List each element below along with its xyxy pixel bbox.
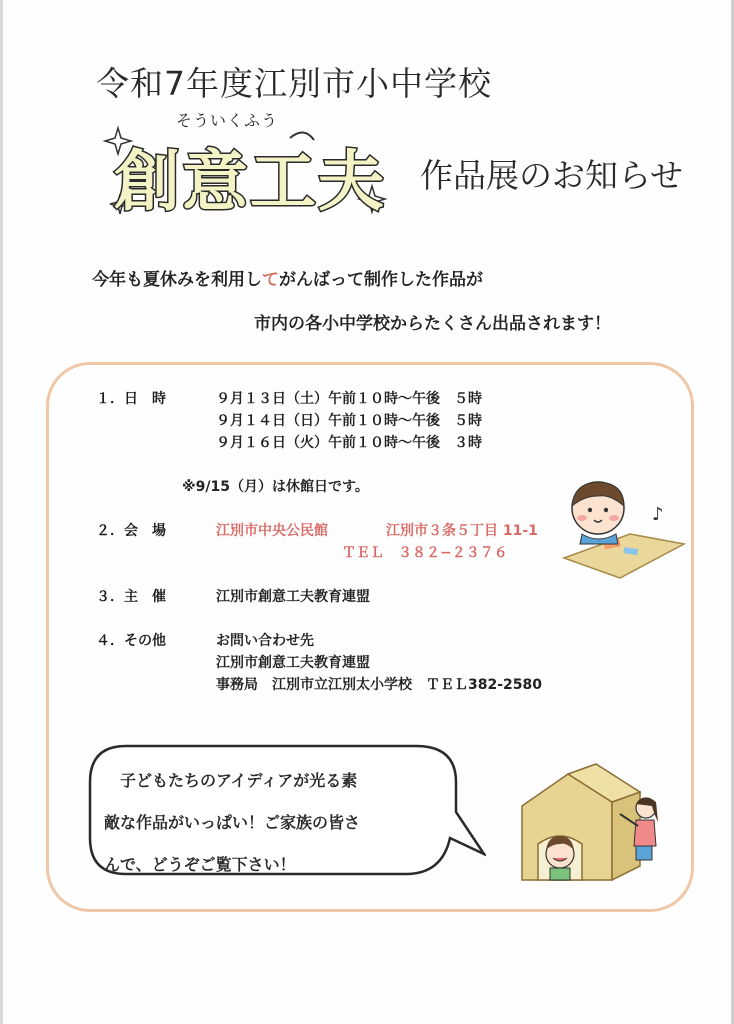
venue-address: 江別市３条５丁目 11-1 xyxy=(386,523,538,539)
bubble-line-3: んで、どうぞご覧下さい！ xyxy=(104,855,296,874)
lead-line-1-b: がんばって制作した作品が xyxy=(279,270,483,290)
title-logo-art xyxy=(98,118,420,228)
venue-tel: ＴＥＬ ３８２−２３７６ xyxy=(342,545,508,561)
schedule-date-2: ９月１４日（日）午前１０時〜午後 ５時 xyxy=(216,413,482,429)
school-line-heading: 令和7年度江別市小中学校 xyxy=(96,64,492,103)
bubble-line-1: 子どもたちのアイディアが光る素 xyxy=(104,771,358,790)
venue-name: 江別市中央公民館 xyxy=(216,523,328,539)
lead-line-2: 市内の各小中学校からたくさん出品されます！ xyxy=(254,314,611,334)
title-logo xyxy=(98,118,420,228)
bubble-line-2: 敵な作品がいっぱい！ご家族の皆さ xyxy=(104,813,361,832)
schedule-date-1: ９月１３日（土）午前１０時〜午後 ５時 xyxy=(216,391,482,407)
organizer-label: ３．主 催 xyxy=(96,589,166,605)
contact-org: 江別市創意工夫教育連盟 xyxy=(216,655,370,671)
closed-day-note: ※9/15（月）は休館日です。 xyxy=(182,479,369,495)
schedule-label: １．日 時 xyxy=(96,391,166,407)
lead-line-1 xyxy=(92,265,483,290)
bubble-message xyxy=(104,760,434,886)
swirl-icon xyxy=(290,132,314,140)
other-label: ４．その他 xyxy=(96,633,166,649)
logo-text: 創意工夫 xyxy=(114,143,386,220)
lead-line-1-highlight: て xyxy=(262,270,279,290)
kid-crafting-illustration xyxy=(560,478,688,588)
organizer-value: 江別市創意工夫教育連盟 xyxy=(216,589,370,605)
lead-line-1-a: 今年も夏休みを利用し xyxy=(92,270,262,290)
exhibit-label: 作品展のお知らせ xyxy=(420,156,684,195)
venue-label: ２．会 場 xyxy=(96,523,166,539)
schedule-date-3: ９月１６日（火）午前１０時〜午後 ３時 xyxy=(216,435,482,451)
music-note-icon: ♪ xyxy=(652,504,664,525)
contact-heading: お問い合わせ先 xyxy=(216,633,314,649)
cardboard-house-illustration xyxy=(508,762,668,888)
contact-office: 事務局 江別市立江別太小学校 ＴＥＬ382-2580 xyxy=(216,677,542,693)
logo-ruby-reading: そういくふう xyxy=(176,111,279,130)
speech-bubble xyxy=(86,742,486,880)
